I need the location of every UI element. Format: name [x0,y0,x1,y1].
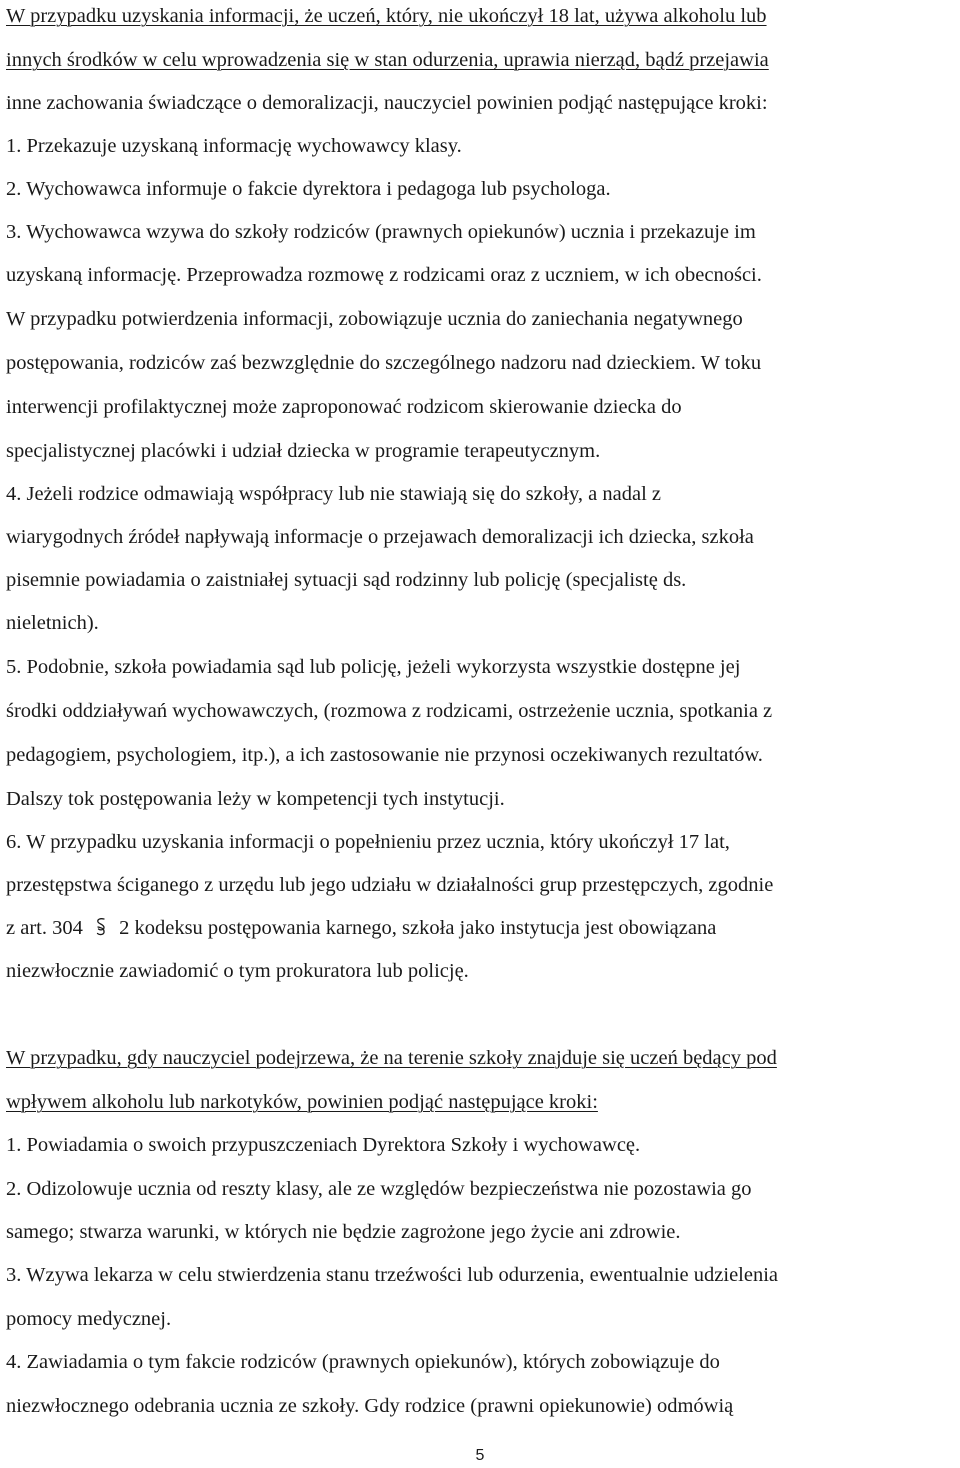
section1-step-line: wiarygodnych źródeł napływają informacje o przejawach demoralizacji ich dziecka, szkoła [6,526,754,548]
section2-heading-line: W przypadku, gdy nauczyciel podejrzewa, że na terenie szkoły znajduje się uczeń będący pod [6,1047,777,1069]
section1-step-line: 4. Jeżeli rodzice odmawiają współpracy lub nie stawiają się do szkoły, a nadal z [6,483,662,505]
art-line-after: 2 kodeksu postępowania karnego, szkoła jako instytucja jest obowiązana [119,917,717,939]
section1-step-line: specjalistycznej placówki i udział dziecka w programie terapeutycznym. [6,440,601,462]
section1-step-line: Dalszy tok postępowania leży w kompetencji tych instytucji. [6,788,505,810]
section1-step-line: 5. Podobnie, szkoła powiadamia sąd lub policję, jeżeli wykorzysta wszystkie dostępne jej [6,656,741,678]
section1-intro-line: inne zachowania świadczące o demoralizacji, nauczyciel powinien podjąć następujące kroki: [6,92,768,114]
section2-step-line: 4. Zawiadamia o tym fakcie rodziców (prawnych opiekunów), których zobowiązuje do [6,1351,720,1373]
section1-step-line: interwencji profilaktycznej może zaproponować rodzicom skierowanie dziecka do [6,396,682,418]
section1-step-line: środki oddziaływań wychowawczych, (rozmowa z rodzicami, ostrzeżenie ucznia, spotkania z [6,700,773,722]
section2-step-line: samego; stwarza warunki, w których nie będzie zagrożone jego życie ani zdrowie. [6,1221,681,1243]
section1-step-line: 1. Przekazuje uzyskaną informację wychowawcy klasy. [6,135,462,157]
section2-step-line: niezwłocznego odebrania ucznia ze szkoły. Gdy rodzice (prawni opiekunowie) odmówią [6,1395,734,1417]
section1-step-line: pedagogiem, psychologiem, itp.), a ich zastosowanie nie przynosi oczekiwanych rezultatów. [6,744,763,766]
section1-step-line: 2. Wychowawca informuje o fakcie dyrektora i pedagoga lub psychologa. [6,178,611,200]
section1-intro-line: innych środków w celu wprowadzenia się w stan odurzenia, uprawia nierząd, bądź przejawia [6,49,769,71]
paragraph-symbol-icon [90,916,112,938]
section1-art-line [6,915,716,941]
section1-step-line: niezwłocznie zawiadomić o tym prokuratora lub policję. [6,960,469,982]
section1-step-line: nieletnich). [6,612,99,634]
section2-step-line: 1. Powiadamia o swoich przypuszczeniach Dyrektora Szkoły i wychowawcę. [6,1134,641,1156]
section1-step-line: przestępstwa ściganego z urzędu lub jego udziału w działalności grup przestępczych, zgodnie [6,874,774,896]
section2-step-line: pomocy medycznej. [6,1308,172,1330]
section1-step-line: pisemnie powiadamia o zaistniałej sytuacji sąd rodzinny lub policję (specjalistę ds. [6,569,687,591]
section1-step-line: 3. Wychowawca wzywa do szkoły rodziców (prawnych opiekunów) ucznia i przekazuje im [6,221,756,243]
section2-step-line: 3. Wzywa lekarza w celu stwierdzenia stanu trzeźwości lub odurzenia, ewentualnie udzielenia [6,1264,779,1286]
section1-step-line: postępowania, rodziców zaś bezwzględnie do szczególnego nadzoru nad dzieckiem. W toku [6,352,762,374]
section2-heading-line: wpływem alkoholu lub narkotyków, powinien podjąć następujące kroki: [6,1091,598,1113]
section1-intro-line: W przypadku uzyskania informacji, że uczeń, który, nie ukończył 18 lat, używa alkoholu lub [6,5,767,27]
section2-step-line: 2. Odizolowuje ucznia od reszty klasy, ale ze względów bezpieczeństwa nie pozostawia go [6,1178,752,1200]
section1-step-line: uzyskaną informację. Przeprowadza rozmowę z rodzicami oraz z uczniem, w ich obecności. [6,264,762,286]
page-number: 5 [475,1447,485,1464]
section1-step-line: W przypadku potwierdzenia informacji, zobowiązuje ucznia do zaniechania negatywnego [6,308,743,330]
section1-step-line: 6. W przypadku uzyskania informacji o popełnieniu przez ucznia, który ukończył 17 lat, [6,831,730,853]
art-line-before: z art. 304 [6,917,83,939]
